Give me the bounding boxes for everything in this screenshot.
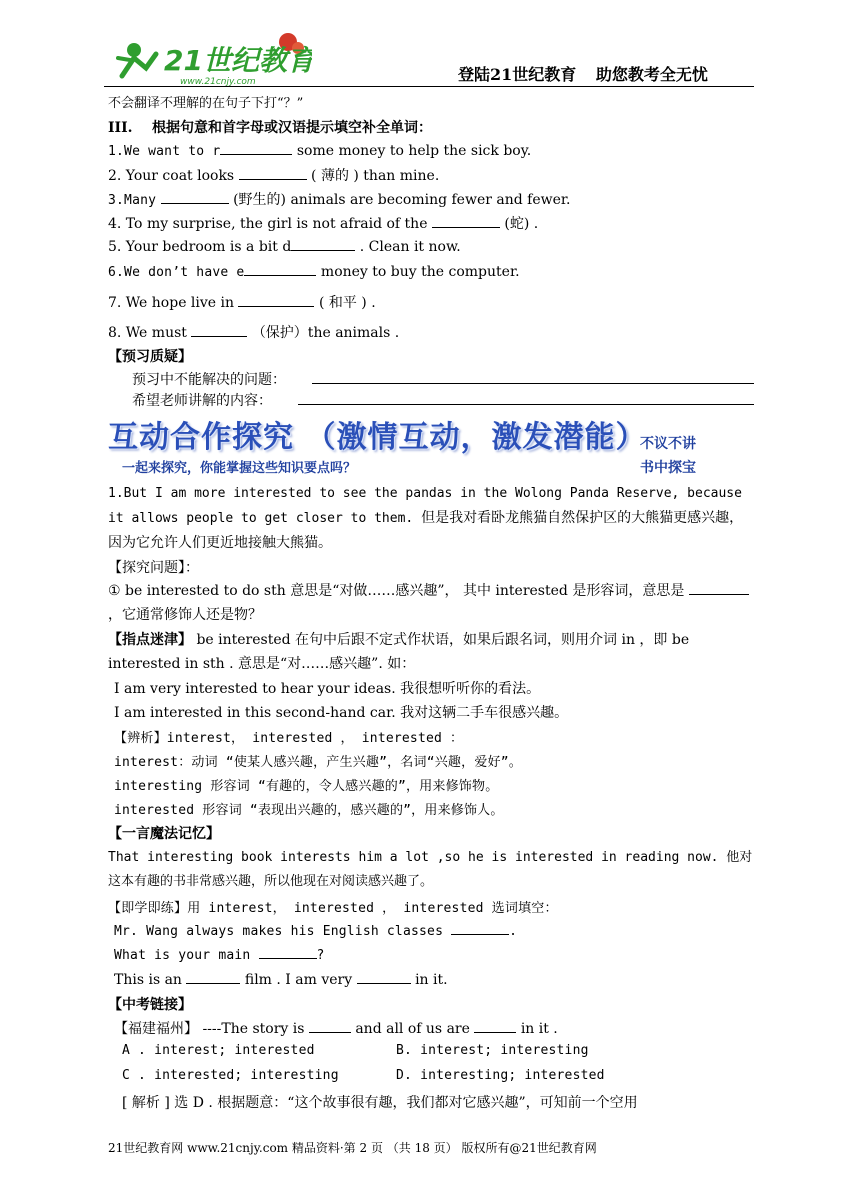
q3-suffix: (野生的) animals are becoming fewer and fewer. [233, 192, 571, 208]
page-footer: 21世纪教育网 www.21cnjy.com 精品资料·第 2 页 （共 18 页） 版权所有@21世纪教育网 [108, 1141, 597, 1155]
explain-line [298, 404, 754, 405]
header-divider [104, 86, 754, 87]
banner-side-bottom: 书中探宝 [640, 460, 696, 476]
practice-1-blank [451, 921, 509, 935]
option-b: B. interest; interesting [396, 1043, 589, 1058]
practice-1-text: Mr. Wang always makes his English classes [114, 924, 444, 939]
banner-title: 互动合作探究 （激情互动，激发潜能） [108, 420, 647, 455]
explore-suffix: ，它通常修饰人还是物？ [108, 607, 262, 623]
q2-suffix: ( 薄的 ) than mine. [311, 168, 440, 184]
q6-suffix: money to buy the computer. [320, 264, 520, 280]
analysis-text: [ 解析 ] 选 D . 根据题意：“这个故事很有趣，我们都对它感兴趣”，可知前一个空用 [122, 1095, 638, 1111]
practice-2-text: What is your main [114, 948, 251, 963]
slogan-left: 登陆21世纪教育 [458, 65, 577, 84]
logo-graphic [112, 28, 312, 88]
q7-suffix: ( 和平 ) . [318, 295, 376, 311]
option-a: A . interest; interested [122, 1043, 315, 1058]
unsolved-label: 预习中不能解决的问题： [132, 372, 286, 388]
exam-question-end: in it . [520, 1021, 558, 1037]
q7-blank [238, 293, 314, 307]
q6-prefix: 6.We don’t have e [108, 265, 245, 280]
tip-text: be interested 在句中后跟不定式作状语，如果后跟名词，则用介词 in ，即 be interested in sth . 意思是“对……感兴趣”. 如： [108, 632, 690, 672]
banner-subtitle: 一起来探究，你能掌握这些知识要点吗？ [122, 461, 357, 476]
practice-3-mid: film . I am very [244, 972, 353, 988]
slogan-right: 助您教考全无忧 [595, 65, 708, 84]
example-1: I am very interested to hear your ideas. 我很想听听你的看法。 [114, 681, 541, 697]
practice-2-end: ? [316, 948, 325, 963]
option-c: C . interested; interesting [122, 1068, 339, 1083]
q1-blank [220, 141, 292, 155]
q8-prefix: 8. We must [108, 325, 187, 341]
question-2 [108, 165, 439, 185]
question-6 [108, 262, 520, 280]
section3-number: III. [108, 120, 133, 136]
logo-url: www.21cnjy.com [180, 77, 256, 87]
header-slogan [458, 62, 708, 85]
banner-side-top: 不议不讲 [640, 436, 696, 452]
question-3 [108, 189, 571, 209]
site-logo [112, 28, 312, 88]
magic-heading: 【一言魔法记忆】 [108, 826, 220, 842]
practice-2 [114, 945, 325, 963]
practice-3-blank-1 [186, 970, 240, 984]
section3-title: 根据句意和首字母或汉语提示填空补全单词： [152, 120, 433, 136]
question-1 [108, 141, 531, 159]
preview-heading: 【预习质疑】 [108, 349, 192, 365]
exam-question-text: 【福建福州】 ----The story is [114, 1021, 305, 1037]
practice-1 [114, 921, 517, 939]
tip-paragraph [108, 628, 756, 676]
question-7 [108, 292, 376, 312]
practice-1-end: . [509, 924, 518, 939]
diff-interest: interest：动词 “使某人感兴趣，产生兴趣”，名词“兴趣，爱好”。 [114, 755, 522, 770]
practice-2-blank [259, 945, 317, 959]
q7-prefix: 7. We hope live in [108, 295, 235, 311]
practice-3-text: This is an [114, 972, 182, 988]
explore-text: ① be interested to do sth 意思是“对做……感兴趣”， 其中 interested 是形容词，意思是 [108, 583, 685, 599]
example-2: I am interested in this second-hand car. 我对这辆二手车很感兴趣。 [114, 705, 569, 721]
practice-heading: 【即学即练】用 interest， interested ， interested 选词填空： [108, 901, 558, 916]
explore-heading: 【探究问题】： [108, 560, 199, 576]
section3-heading [108, 117, 432, 137]
tip-heading: 【指点迷津】 [108, 632, 192, 648]
q5-blank [291, 237, 355, 251]
sentence-1-chinese: 但是我对看卧龙熊猫自然保护区的大熊猫更感兴趣，因为它允许人们更近地接触大熊猫。 [108, 510, 744, 551]
exam-question [114, 1018, 558, 1038]
q4-prefix: 4. To my surprise, the girl is not afraid of the [108, 216, 428, 232]
exam-question-mid: and all of us are [355, 1021, 470, 1037]
unsolved-line [312, 383, 754, 384]
diff-heading: 【辨析】interest， interested ， interested ： [114, 731, 464, 746]
q5-prefix: 5. Your bedroom is a bit d [108, 239, 292, 255]
q4-blank [432, 214, 500, 228]
explain-label: 希望老师讲解的内容： [132, 393, 272, 409]
exam-blank-2 [474, 1019, 516, 1033]
q4-suffix: (蛇) . [504, 216, 539, 232]
option-d: D. interesting; interested [396, 1068, 605, 1083]
practice-3-blank-2 [357, 970, 411, 984]
question-4 [108, 213, 538, 233]
question-8 [108, 322, 399, 342]
exam-heading: 【中考链接】 [108, 997, 192, 1013]
diff-interesting: interesting 形容词 “有趣的，令人感兴趣的”，用来修饰物。 [114, 779, 499, 794]
question-5 [108, 237, 461, 255]
diff-interested: interested 形容词 “表现出兴趣的，感兴趣的”，用来修饰人。 [114, 803, 504, 818]
explore-blank [689, 581, 749, 595]
exam-blank-1 [309, 1019, 351, 1033]
sentence-1-english: 1.But I am more interested to see the pandas in the Wolong Panda Reserve, because it allows people to get closer to them. [108, 486, 742, 526]
q6-blank [244, 262, 316, 276]
q2-prefix: 2. Your coat looks [108, 168, 235, 184]
q5-suffix: . Clean it now. [359, 239, 461, 255]
q1-prefix: 1.We want to r [108, 144, 221, 159]
practice-3-end: in it. [415, 972, 448, 988]
preview-unsolved [132, 369, 286, 389]
q2-blank [239, 166, 307, 180]
practice-3 [114, 970, 448, 988]
magic-text: That interesting book interests him a lot ,so he is interested in reading now. 他对这本有趣的书非常感兴趣，所以他现在对阅读感兴趣了。 [108, 850, 753, 889]
explore-question [108, 579, 756, 627]
intro-line: 不会翻译不理解的在句子下打“？” [108, 96, 304, 111]
q8-suffix: （保护）the animals . [251, 325, 400, 341]
q3-prefix: 3.Many [108, 193, 157, 208]
q1-suffix: some money to help the sick boy. [296, 143, 532, 159]
logo-text: 21世纪教育 [164, 44, 312, 77]
q8-blank [191, 323, 247, 337]
sentence-1 [108, 482, 756, 556]
preview-explain [132, 390, 272, 410]
q3-blank [161, 190, 229, 204]
